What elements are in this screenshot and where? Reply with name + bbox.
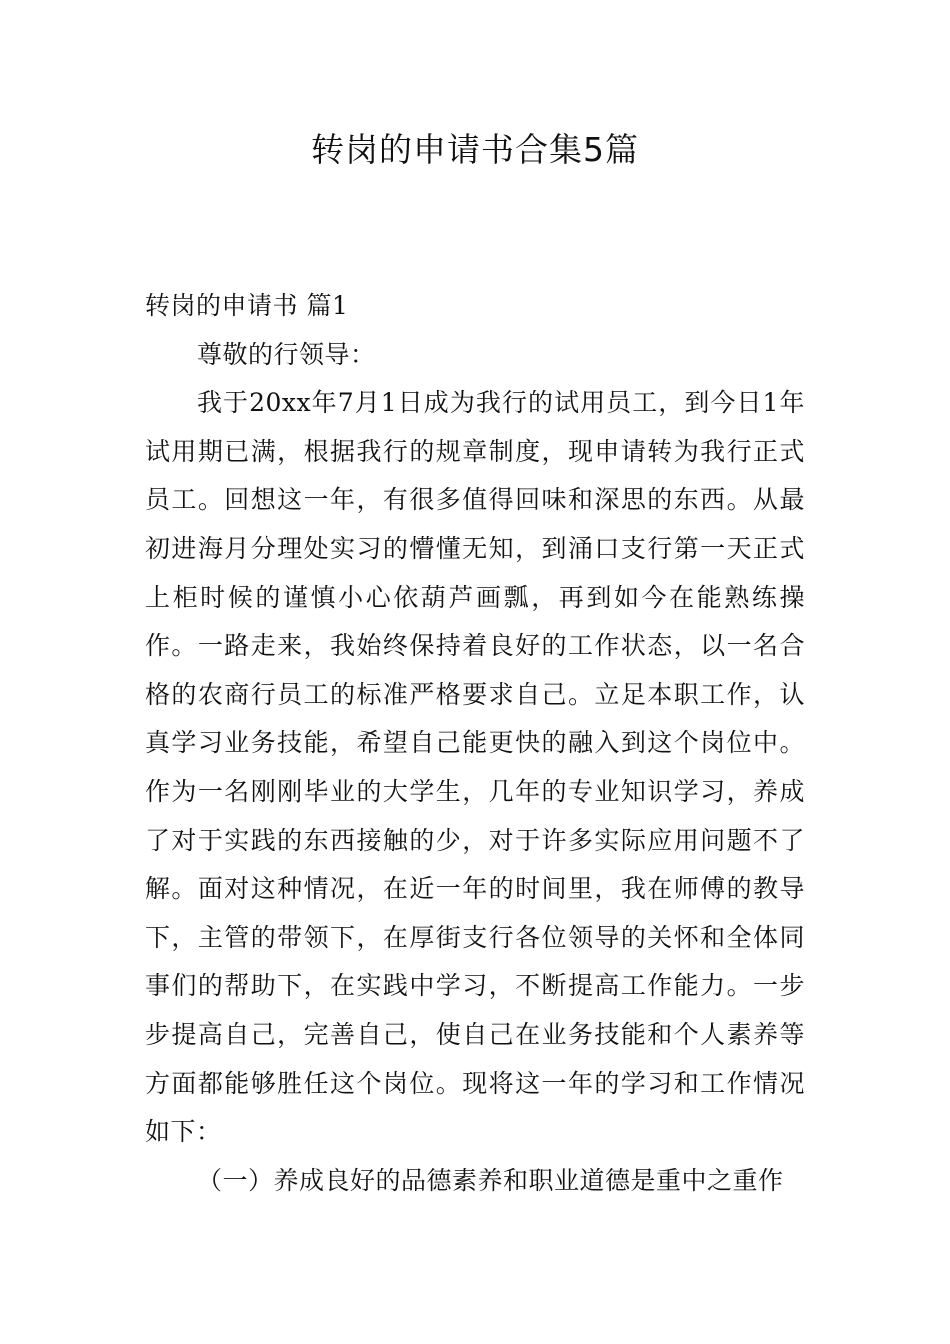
salutation: 尊敬的行领导： <box>197 339 376 369</box>
section-heading: 转岗的申请书 篇1 <box>145 291 349 320</box>
body-paragraph: （一）养成良好的品德素养和职业道德是重中之重作 <box>197 1165 784 1195</box>
document-title: 转岗的申请书合集5篇 <box>311 130 639 169</box>
document-body <box>145 282 805 1205</box>
body-paragraph: 我于20xx年7月1日成为我行的试用员工，到今日1年试用期已满，根据我行的规章制度，现申请转为我行正式员工。回想这一年，有很多值得回味和深思的东西。从最初进海月分理处实习的懵懂无知，到涌口支行第一天正式上柜时候的谨慎小心依葫芦画瓢，再到如今在能熟练操作。一路走来，我始终保持着良好的工作状态，以一名合格的农商行员工的标准严格要求自己。立足本职工作，认真学习业务技能，希望自己能更快的融入到这个岗位中。作为一名刚刚毕业的大学生，几年的专业知识学习，养成了对于实践的东西接触的少，对于许多实际应用问题不了解。面对这种情况，在近一年的时间里，我在师傅的教导下，主管的带领下，在厚街支行各位领导的关怀和全体同事们的帮助下，在实践中学习，不断提高工作能力。一步步提高自己，完善自己，使自己在业务技能和个人素养等方面都能够胜任这个岗位。现将这一年的学习和工作情况如下： <box>145 388 805 1147</box>
